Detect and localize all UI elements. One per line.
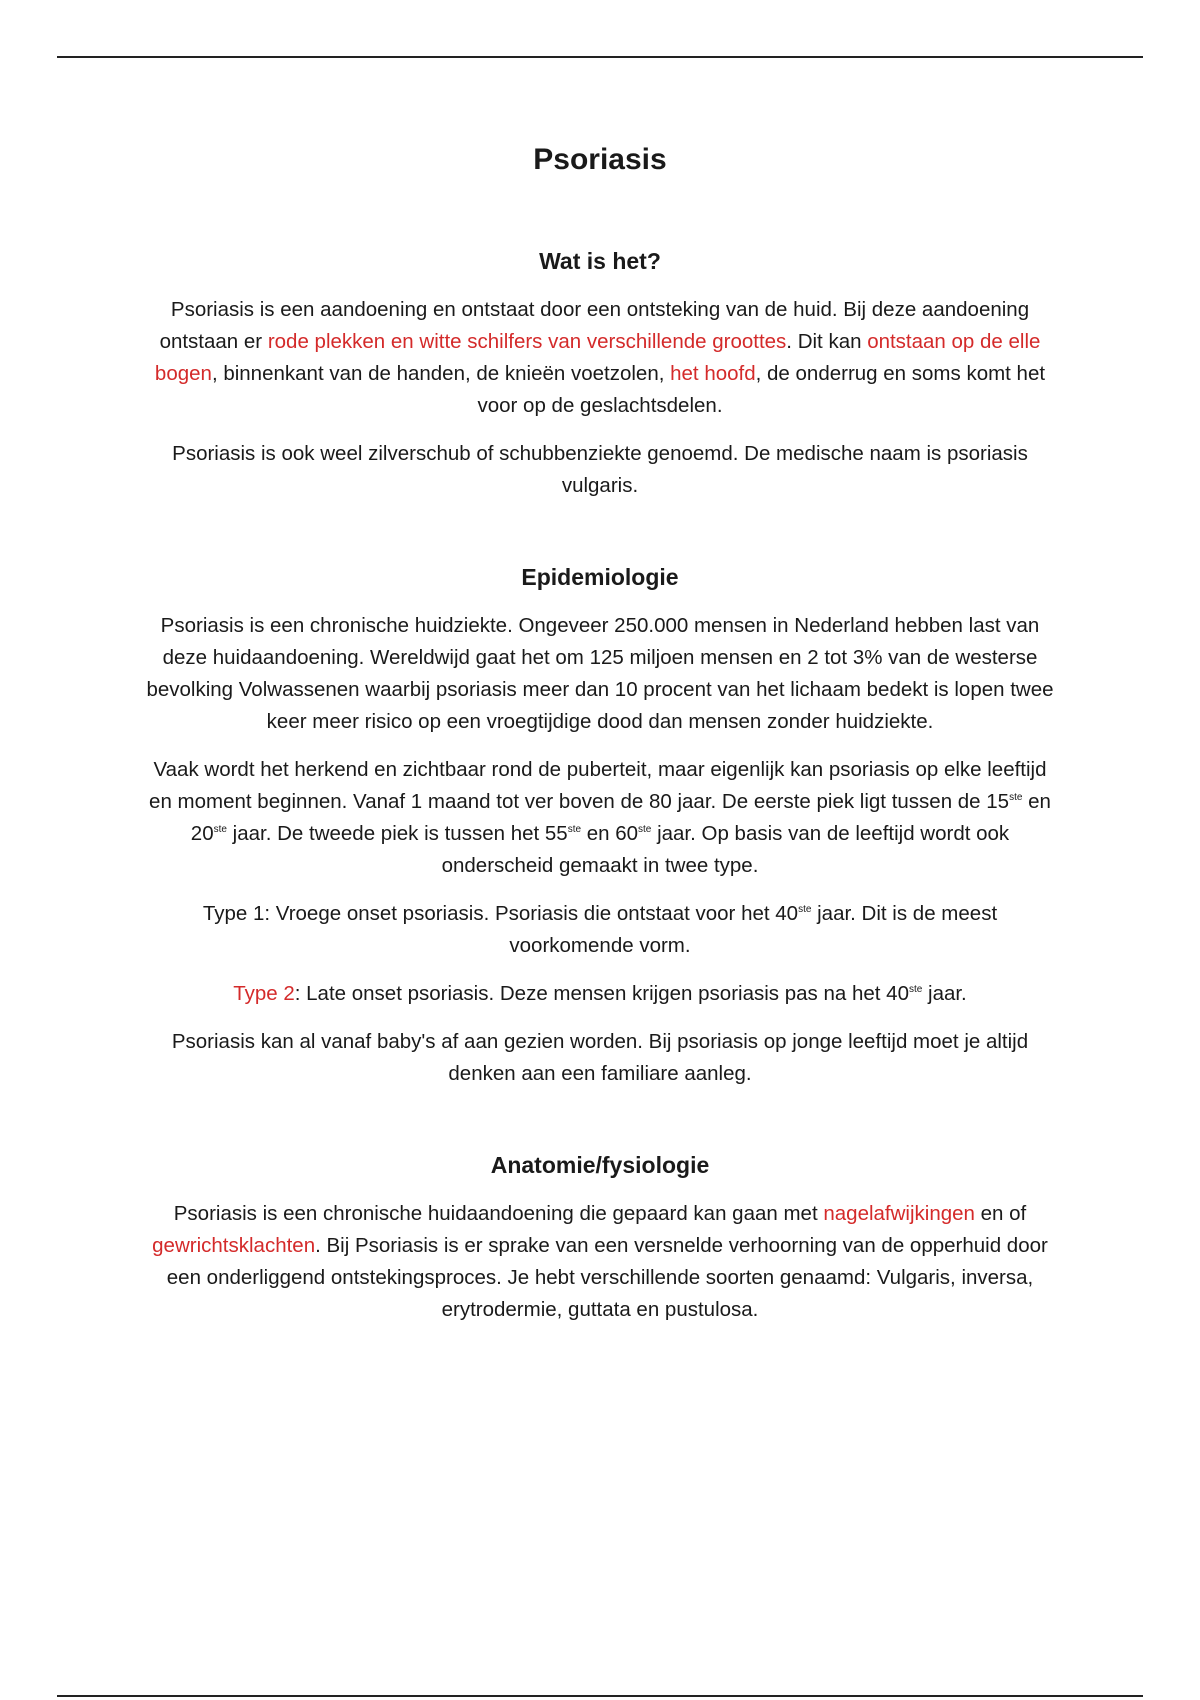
highlight-het-hoofd: het hoofd xyxy=(670,362,756,385)
text-run: jaar. xyxy=(922,982,967,1005)
page-title: Psoriasis xyxy=(533,143,667,176)
section-anatomie-fysiologie xyxy=(140,1150,1060,1326)
text-run: en of xyxy=(974,1202,1027,1225)
superscript: ste xyxy=(567,824,582,836)
paragraph-type-2 xyxy=(140,978,1060,1010)
top-rule xyxy=(57,56,1143,58)
text-run: , de onderrug en soms komt het voor op de geslachtsdelen. xyxy=(477,362,1046,417)
section-heading-epidemiologie: Epidemiologie xyxy=(521,564,679,590)
paragraph-anatomy xyxy=(140,1198,1060,1326)
highlight-red-plekken: rode plekken en witte schilfers van verschillende groottes xyxy=(267,330,787,353)
superscript: ste xyxy=(213,824,227,836)
section-heading-wat-is-het: Wat is het? xyxy=(539,248,661,274)
paragraph-type-1 xyxy=(140,898,1060,962)
text-run: jaar. De tweede piek is tussen het 55 xyxy=(226,822,568,845)
section-epidemiologie xyxy=(140,562,1060,1090)
superscript: ste xyxy=(1009,792,1023,804)
text-run: , binnenkant van de handen, de knieën voetzolen, xyxy=(211,362,671,385)
text-run: : Late onset psoriasis. Deze mensen krijgen psoriasis pas na het 40 xyxy=(294,982,909,1005)
text-run: . Bij Psoriasis is er sprake van een versnelde verhoorning van de opperhuid door een onderliggend ontstekingsproces. Je hebt verschillende soorten genaamd: Vulgaris, inversa, erytrodermie, guttata en pustulosa. xyxy=(166,1234,1048,1321)
text-run: Psoriasis is een chronische huidaandoening die gepaard kan gaan met xyxy=(173,1202,824,1225)
highlight-nagelafwijkingen: nagelafwijkingen xyxy=(823,1202,975,1225)
superscript: ste xyxy=(908,984,923,996)
text-run: Type 1: Vroege onset psoriasis. Psoriasis die ontstaat voor het 40 xyxy=(202,902,799,925)
paragraph-young-age: Psoriasis kan al vanaf baby's af aan gezien worden. Bij psoriasis op jonge leeftijd moet je altijd denken aan een familiare aanleg. xyxy=(171,1030,1029,1085)
document-page xyxy=(140,140,1060,1326)
text-run: . Dit kan xyxy=(786,330,868,353)
bottom-rule xyxy=(57,1695,1143,1697)
superscript: ste xyxy=(798,904,812,916)
paragraph-prevalence: Psoriasis is een chronische huidziekte. Ongeveer 250.000 mensen in Nederland hebben last van deze huidaandoening. Wereldwijd gaat het om 125 miljoen mensen en 2 tot 3% van de westerse bevolking Volwassenen waarbij psoriasis meer dan 10 procent van het lichaam bedekt is lopen twee keer meer risico op een vroegtijdige dood dan mensen zonder huidziekte. xyxy=(146,614,1054,733)
highlight-elle-bogen: ontstaan op de elle bogen xyxy=(154,330,1041,385)
text-run: en 20 xyxy=(190,790,1051,845)
paragraph-definition xyxy=(140,294,1060,422)
superscript: ste xyxy=(638,824,652,836)
highlight-type-2: Type 2 xyxy=(233,982,295,1005)
section-heading-anatomie-fysiologie: Anatomie/fysiologie xyxy=(490,1152,710,1178)
section-wat-is-het xyxy=(140,246,1060,502)
paragraph-names: Psoriasis is ook weel zilverschub of schubbenziekte genoemd. De medische naam is psoriasis vulgaris. xyxy=(172,442,1028,497)
text-run: Psoriasis is een aandoening en ontstaat door een ontsteking van de huid. Bij deze aandoening ontstaan er xyxy=(159,298,1030,353)
paragraph-onset-age xyxy=(140,754,1060,882)
highlight-gewrichtsklachten: gewrichtsklachten xyxy=(152,1234,316,1257)
text-run: en 60 xyxy=(581,822,639,845)
text-run: jaar. Op basis van de leeftijd wordt ook onderscheid gemaakt in twee type. xyxy=(441,822,1010,877)
text-run: jaar. Dit is de meest voorkomende vorm. xyxy=(509,902,998,957)
text-run: Vaak wordt het herkend en zichtbaar rond de puberteit, maar eigenlijk kan psoriasis op elke leeftijd en moment beginnen. Vanaf 1 maand tot ver boven de 80 jaar. De eerste piek ligt tussen de 15 xyxy=(149,758,1047,813)
